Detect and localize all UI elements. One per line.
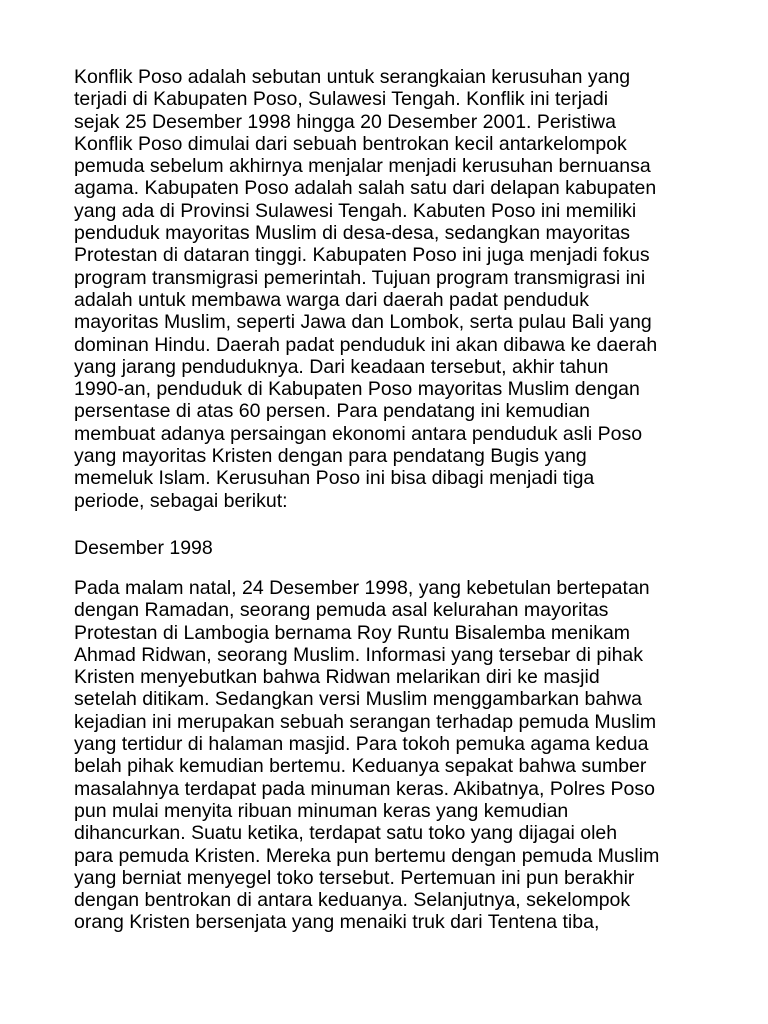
- text-line: penduduk mayoritas Muslim di desa-desa, sedangkan mayoritas: [74, 222, 631, 245]
- text-line: yang jarang penduduknya. Dari keadaan tersebut, akhir tahun: [74, 355, 609, 378]
- text-line: orang Kristen bersenjata yang menaiki truk dari Tentena tiba,: [74, 911, 600, 934]
- text-line: agama. Kabupaten Poso adalah salah satu dari delapan kabupaten: [74, 177, 657, 200]
- text-line: terjadi di Kabupaten Poso, Sulawesi Tengah. Konflik ini terjadi: [74, 88, 609, 111]
- text-line: membuat adanya persaingan ekonomi antara penduduk asli Poso: [74, 422, 643, 445]
- text-line: Ahmad Ridwan, seorang Muslim. Informasi yang tersebar di pihak: [74, 643, 644, 666]
- text-line: Protestan di Lambogia bernama Roy Runtu Bisalemba menikam: [74, 621, 631, 644]
- text-line: Konflik Poso adalah sebutan untuk serangkaian kerusuhan yang: [74, 66, 631, 88]
- text-line: para pemuda Kristen. Mereka pun bertemu dengan pemuda Muslim: [74, 844, 660, 867]
- text-line: yang tertidur di halaman masjid. Para tokoh pemuka agama kedua: [74, 733, 649, 756]
- text-line: periode, sebagai berikut:: [74, 489, 288, 512]
- text-line: dengan bentrokan di antara keduanya. Selanjutnya, sekelompok: [74, 889, 631, 912]
- text-line: setelah ditikam. Sedangkan versi Muslim menggambarkan bahwa: [74, 688, 642, 711]
- text-line: sejak 25 Desember 1998 hingga 20 Desember 2001. Peristiwa: [74, 110, 616, 133]
- text-line: Kristen menyebutkan bahwa Ridwan melarikan diri ke masjid: [74, 666, 600, 689]
- text-line: yang mayoritas Kristen dengan para pendatang Bugis yang: [74, 445, 587, 468]
- text-line: dengan Ramadan, seorang pemuda asal kelurahan mayoritas: [74, 599, 609, 622]
- text-line: mayoritas Muslim, seperti Jawa dan Lombok, serta pulau Bali yang: [74, 311, 652, 334]
- section-heading: [74, 537, 724, 559]
- text-line: yang ada di Provinsi Sulawesi Tengah. Kabuten Poso ini memiliki: [74, 199, 637, 222]
- text-line: pun mulai menyita ribuan minuman keras yang kemudian: [74, 799, 569, 822]
- text-line: 1990-an, penduduk di Kabupaten Poso mayoritas Muslim dengan: [74, 378, 640, 401]
- paragraph-intro: [74, 66, 724, 512]
- text-line: pemuda sebelum akhirnya menjalar menjadi kerusuhan bernuansa: [74, 155, 651, 178]
- text-line: Konflik Poso dimulai dari sebuah bentrokan kecil antarkelompok: [74, 132, 627, 155]
- text-line: Pada malam natal, 24 Desember 1998, yang kebetulan bertepatan: [74, 577, 650, 599]
- section-heading-text: Desember 1998: [74, 537, 213, 559]
- text-line: program transmigrasi pemerintah. Tujuan program transmigrasi ini: [74, 266, 646, 289]
- text-line: persentase di atas 60 persen. Para pendatang ini kemudian: [74, 400, 591, 423]
- paragraph-december-1998: [74, 577, 724, 934]
- text-line: memeluk Islam. Kerusuhan Poso ini bisa dibagi menjadi tiga: [74, 467, 595, 490]
- text-line: adalah untuk membawa warga dari daerah padat penduduk: [74, 288, 589, 311]
- text-line: belah pihak kemudian bertemu. Keduanya sepakat bahwa sumber: [74, 755, 647, 778]
- text-line: dihancurkan. Suatu ketika, terdapat satu toko yang dijagai oleh: [74, 822, 618, 845]
- text-line: masalahnya terdapat pada minuman keras. Akibatnya, Polres Poso: [74, 777, 656, 800]
- text-line: kejadian ini merupakan sebuah serangan terhadap pemuda Muslim: [74, 710, 657, 733]
- text-line: yang berniat menyegel toko tersebut. Pertemuan ini pun berakhir: [74, 866, 635, 889]
- text-line: dominan Hindu. Daerah padat penduduk ini akan dibawa ke daerah: [74, 333, 658, 356]
- text-line: Protestan di dataran tinggi. Kabupaten Poso ini juga menjadi fokus: [74, 244, 650, 267]
